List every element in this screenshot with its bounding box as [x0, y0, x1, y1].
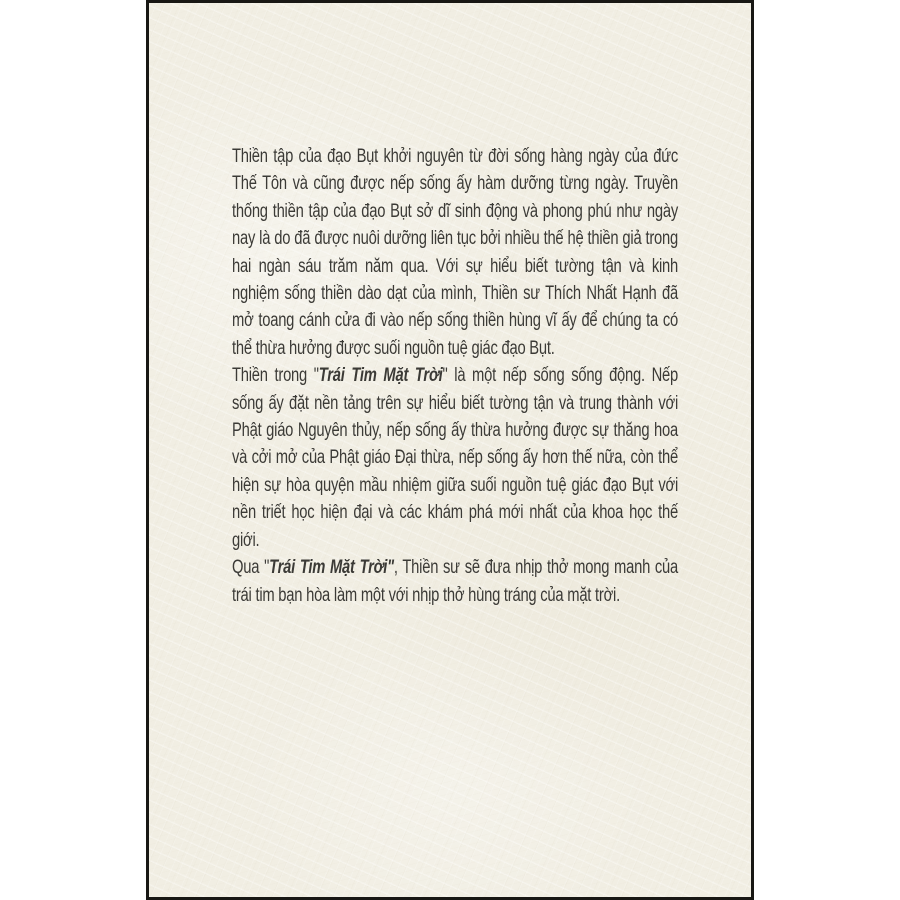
blurb-paragraph [232, 362, 678, 554]
body-text: " là một nếp sống sống động. Nếp sống ấy đặt nền tảng trên sự hiểu biết tường tận và trung thành với Phật giáo Nguyên thủy, nếp sống ấy thừa hưởng được sự thăng hoa và cởi mở của Phật giáo Đại thừa, nếp sống ấy hơn thế nữa, còn thể hiện sự hòa quyện mầu nhiệm giữa suối nguồn tuệ giác đạo Bụt với nền triết học hiện đại và các khám phá mới nhất của khoa học thế giới. [232, 365, 678, 551]
book-title-text: Trái Tim Mặt Trời [318, 365, 443, 387]
body-text: Thiền tập của đạo Bụt khởi nguyên từ đời sống hàng ngày của đức Thế Tôn và cũng được nếp sống ấy hàm dưỡng từng ngày. Truyền thống thiền tập của đạo Bụt sở dĩ sinh động và phong phú như ngày nay là do đã được nuôi dưỡng liên tục bởi nhiều thế hệ thiền giả trong hai ngàn sáu trăm năm qua. Với sự hiểu biết tường tận và kinh nghiệm sống thiền dào dạt của mình, Thiền sư Thích Nhất Hạnh đã mở toang cánh cửa đi vào nếp sống thiền hùng vĩ ấy để chúng ta có thể thừa hưởng được suối nguồn tuệ giác đạo Bụt. [232, 146, 678, 359]
book-cover-paper-panel [146, 0, 754, 900]
blurb-paragraph [232, 554, 678, 609]
blurb-text-block [232, 143, 678, 609]
body-text: Thiền trong " [232, 365, 319, 387]
body-text: Qua " [232, 557, 270, 579]
body-text: , Thiền sư sẽ đưa nhịp thở mong manh của trái tim bạn hòa làm một với nhịp thở hùng tráng của mặt trời. [232, 557, 679, 606]
book-title-text: Trái Tim Mặt Trời" [269, 557, 394, 579]
blurb-paragraph [232, 143, 678, 362]
